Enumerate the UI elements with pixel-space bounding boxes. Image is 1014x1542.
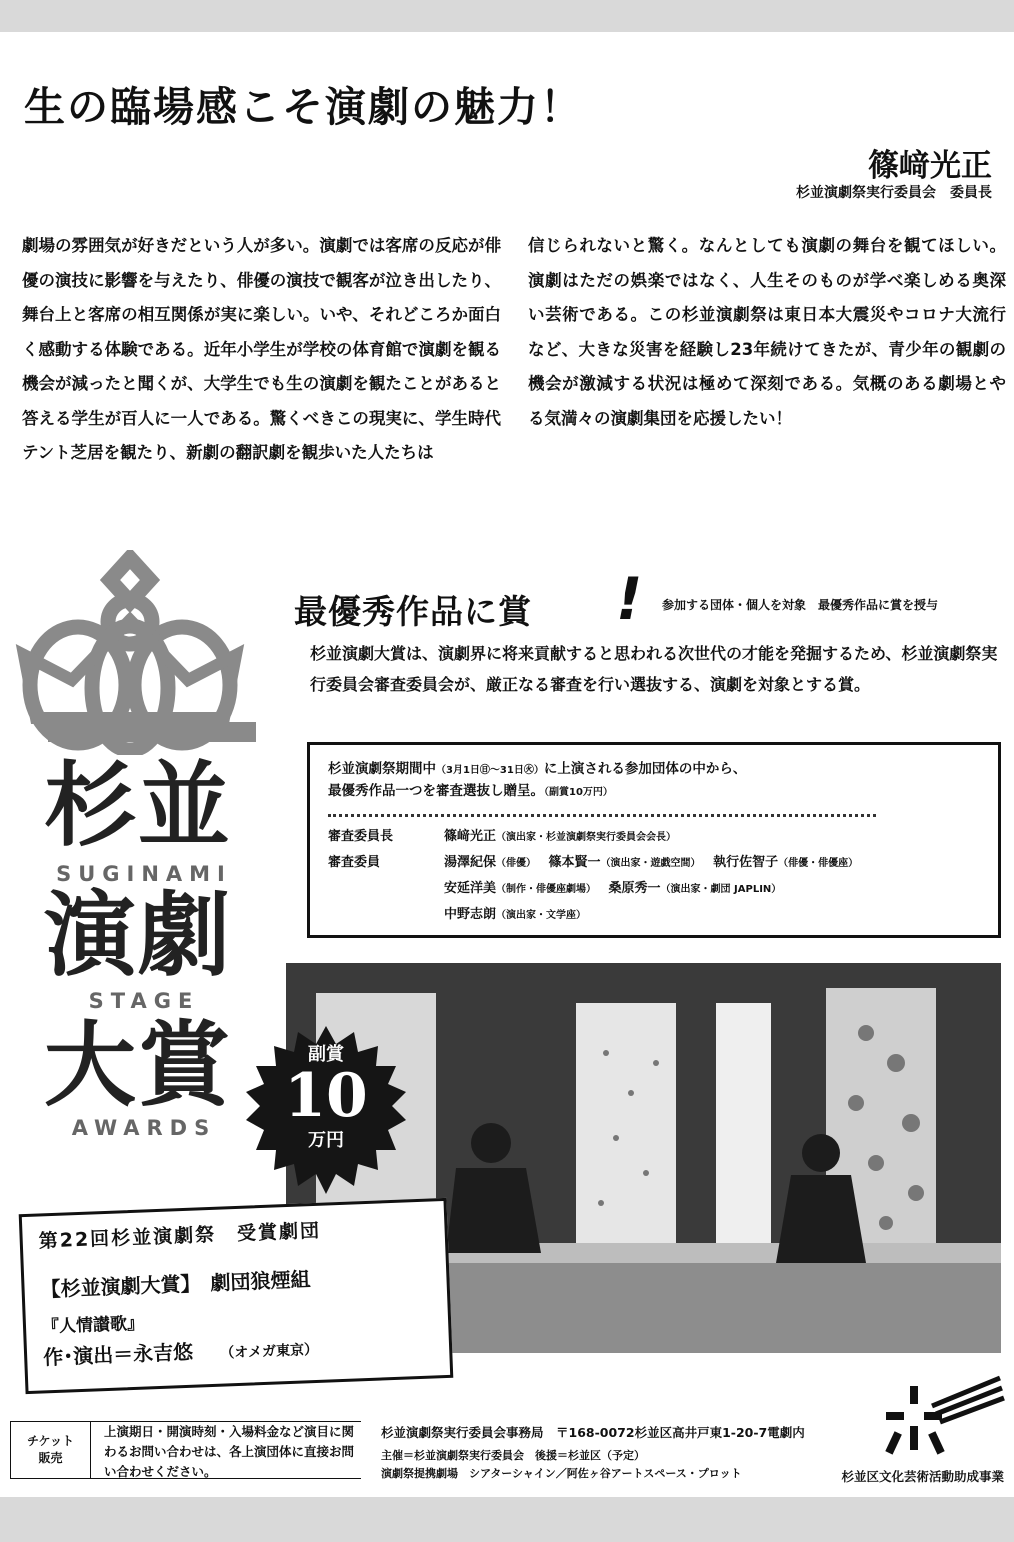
prize-seal bbox=[238, 1040, 414, 1152]
judge-member: 中野志朗（演出家・文学座） bbox=[444, 907, 587, 922]
award-credit-line: 作･演出＝永吉悠 （オメガ東京） bbox=[42, 1339, 319, 1370]
judge-member: 湯澤紀保（俳優） bbox=[444, 855, 532, 870]
judging-chair-row: 審査委員長 篠﨑光正（演出家・杉並演劇祭実行委員会会長） bbox=[328, 829, 677, 844]
author-name: 篠﨑光正 bbox=[868, 148, 992, 184]
author-role: 杉並演劇祭実行委員会 委員長 bbox=[796, 185, 992, 201]
logo-kanji-suginami: 杉並 bbox=[44, 752, 233, 859]
seal-label: 副賞 bbox=[308, 1044, 344, 1065]
logo-kanji-engeki: 演劇 bbox=[44, 882, 233, 989]
judging-members-row: 審査委員 湯澤紀保（俳優） 篠本賢一（演出家・遊戯空間） 執行佐智子（俳優・俳優座） 安延洋美（制作・俳優座劇場） 桑原秀一（演出家・劇団 JAPLIN） 中野志朗（演出家・文学座） bbox=[328, 855, 859, 922]
logo-latin-suginami: SUGINAMI bbox=[56, 862, 232, 886]
award-winner-card bbox=[19, 1198, 454, 1394]
judging-period-line: 杉並演劇祭期間中（3月1日㊐～31日㊋）に上演される参加団体の中から、 bbox=[328, 761, 747, 777]
prize-description: 杉並演劇大賞は、演劇界に将来貢献すると思われる次世代の才能を発掘するため、杉並演劇祭実行委員会審査委員会が、厳正なる審査を行い選抜する、演劇を対象とする賞。 bbox=[310, 644, 998, 694]
logo-latin-stage: STAGE bbox=[88, 989, 200, 1013]
dotted-divider bbox=[328, 814, 876, 817]
sponsors-info: 主催＝杉並演劇祭実行委員会 後援＝杉並区（予定） bbox=[381, 1449, 645, 1462]
prize-heading: 最優秀作品に賞 bbox=[294, 592, 532, 631]
theaters-info: 演劇祭提携劇場 シアターシャイン／阿佐ヶ谷アートスペース・プロット bbox=[381, 1467, 742, 1480]
grant-label: 杉並区文化芸術活動助成事業 bbox=[841, 1469, 1004, 1484]
prize-exclamation: ! bbox=[616, 565, 643, 633]
logo-latin-awards: AWARDS bbox=[71, 1116, 217, 1140]
judge-member: 執行佐智子（俳優・俳優座） bbox=[713, 855, 859, 870]
judge-member: 篠本賢一（演出家・遊戯空間） bbox=[548, 855, 696, 870]
essay-column-1: 劇場の雰囲気が好きだという人が多い。演劇では客席の反応が俳優の演技に影響を与えたり、俳優の演技で観客が泣き出したり、舞台上と客席の相互関係が実に楽しい。いや、それどころか面白く感動する体験である。近年小学生が学校の体育館で演劇を観る機会が減ったと聞くが、大学生でも生の演劇を観たことがあると答える学生が百人に一人である。驚くべきこの現実に、学生時代テント芝居を観たり、新劇の翻訳劇を観歩いた人たちは bbox=[22, 236, 501, 462]
essay-column-2: 信じられないと驚く。なんとしても演劇の舞台を観てほしい。演劇はただの娯楽ではなく、人生そのものが学べ楽しめる奥深い芸術である。この杉並演劇祭は東日本大震災やコロナ大流行など、大きな災害を経験し23年続けてきたが、青少年の観劇の機会が激減する状況は極めて深刻である。気概のある劇場とやる気満々の演劇集団を応援したい！ bbox=[528, 236, 1006, 428]
top-band bbox=[0, 0, 1014, 32]
crown-icon bbox=[10, 550, 280, 755]
headline: 生の臨場感こそ演劇の魅力！ bbox=[24, 83, 583, 131]
seal-amount: 10 bbox=[284, 1061, 368, 1131]
office-info: 杉並演劇祭実行委員会事務局 〒168-0072杉並区高井戸東1-20-7電劇内 bbox=[381, 1425, 805, 1440]
judge-member: 桑原秀一（演出家・劇団 JAPLIN） bbox=[608, 881, 782, 896]
ticket-sales-label: チケット 販売 bbox=[10, 1421, 91, 1479]
award-prize-line: 【杉並演劇大賞】 劇団狼煙組 bbox=[40, 1267, 311, 1302]
award-title: 第22回杉並演劇祭 受賞劇団 bbox=[38, 1219, 322, 1253]
judging-box bbox=[307, 742, 1001, 938]
judge-member: 安延洋美（制作・俳優座劇場） bbox=[444, 881, 592, 896]
award-work: 『人情讃歌』 bbox=[41, 1313, 145, 1338]
prize-subheading: 参加する団体・個人を対象 最優秀作品に賞を授与 bbox=[662, 598, 939, 612]
seal-unit: 万円 bbox=[308, 1130, 344, 1151]
logo-kanji-taisho: 大賞 bbox=[44, 1012, 233, 1119]
judging-select-line: 最優秀作品一つを審査選抜し贈呈。（副賞10万円） bbox=[328, 783, 613, 799]
bottom-band bbox=[0, 1497, 1014, 1542]
ticket-inquiry: 上演期日・開演時刻・入場料金など演目に関わるお問い合わせは、各上演団体に直接お問い合わせください。 bbox=[104, 1424, 355, 1479]
suginami-city-logo-icon bbox=[880, 1372, 1005, 1460]
